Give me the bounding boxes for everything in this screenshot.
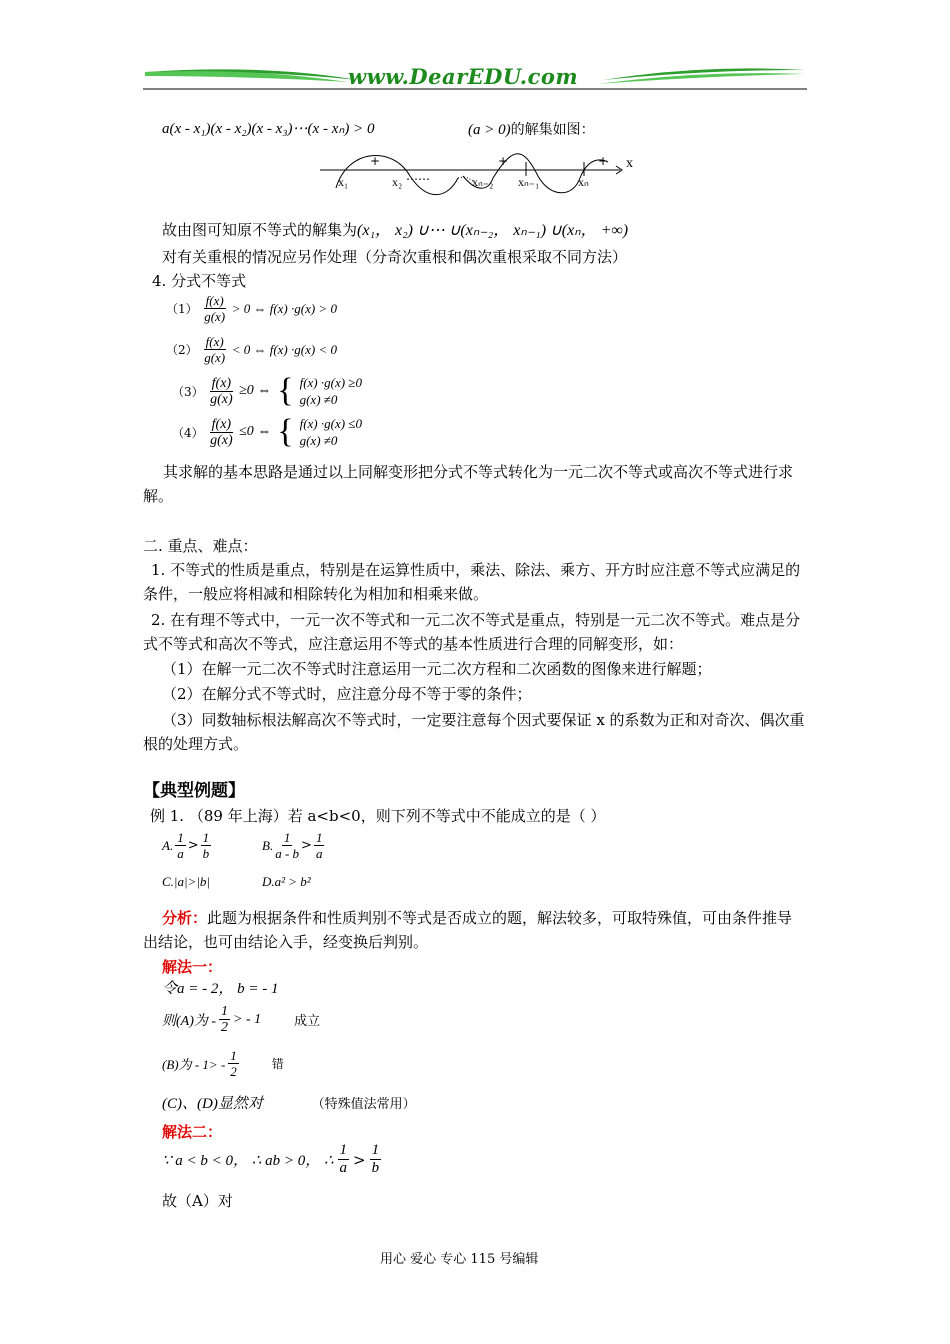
key-point-1: 1. 不等式的性质是重点，特别是在运算性质中，乘法、除法、乘方、开方时应注意不等式应满足的条件，一般应将相减和相除转化为相加和相乘来做。 (143, 561, 801, 603)
item-number: （2） (166, 343, 198, 357)
item-number: （1） (166, 302, 198, 316)
method-1-b-result: 错 (271, 1057, 284, 1071)
fraction-numerator: f(x) (205, 293, 224, 308)
fraction-denominator: g(x) (204, 350, 226, 365)
fraction: $\frac{1}{a}$ (339, 1142, 347, 1176)
fraction: $\frac{1}{a}$ (177, 830, 184, 861)
header-site: www.DearEDU.com (348, 64, 579, 89)
option-b: B. $\frac{1}{a - b}$ > $\frac{1}{a}$ (262, 830, 323, 861)
item-relation: < 0 ⇔ f(x) ·g(x) < 0 (231, 341, 337, 357)
fraction-item-2 (166, 334, 337, 365)
item-relation: > 0 ⇔ f(x) ·g(x) > 0 (231, 300, 337, 316)
fraction-item-3 (172, 374, 362, 408)
method-2-conclusion: 故（A）对 (162, 1192, 233, 1210)
example-1-question: 例 1. （89 年上海）若 a<b<0，则下列不等式中不能成立的是（ ） (150, 807, 606, 825)
root-label-1: x₁ (338, 175, 349, 189)
method-1-b-prefix: (B)为 - 1> - (162, 1057, 226, 1072)
axis-label-x: x (626, 156, 633, 171)
fraction-numerator: f(x) (211, 416, 232, 432)
method-1-label: 解法一： (162, 958, 223, 976)
fraction-denominator: g(x) (210, 432, 233, 448)
intro-condition-math: (a > 0) (468, 122, 511, 138)
fraction (204, 293, 226, 324)
key-point-sub-3: （3）同数轴标根法解高次不等式时，一定要注意每个因式要保证 x 的系数为正和对奇次、偶次重根的处理方式。 (143, 711, 805, 753)
intro-condition (468, 118, 595, 141)
system-line-2: g(x) ≠0 (299, 433, 338, 448)
key-point-sub-2: （2）在解分式不等式时，应注意分母不等于零的条件； (162, 685, 532, 703)
method-2-text: ∵ a < b < 0， ∴ ab > 0， ∴ (162, 1153, 334, 1169)
option-b-label: B. (262, 837, 274, 853)
root-label-n2: xₙ₋₂ (472, 175, 494, 189)
method-1-note: （特殊值法常用） (311, 1097, 416, 1112)
sign-chart-svg (318, 148, 638, 198)
fraction: $\frac{1}{b}$ (371, 1142, 380, 1176)
item-relation: ≥0 ⇔ (239, 383, 272, 398)
option-a-label: A. (162, 837, 174, 853)
multi-root-note: 对有关重根的情况应另作处理（分奇次重根和偶次重根采取不同方法） (162, 248, 628, 266)
analysis (143, 906, 805, 954)
fraction-denominator: g(x) (204, 309, 226, 324)
fraction-section-title: 4. 分式不等式 (152, 272, 247, 290)
examples-title: 【典型例题】 (143, 781, 245, 801)
item-relation: ≤0 ⇔ (239, 424, 272, 439)
method-2-line: ∵ a < b < 0， ∴ ab > 0， ∴ $\frac{1}{a}$ > $\frac{1}{b}$ (162, 1142, 380, 1176)
method-1-cd (162, 1092, 416, 1116)
key-points-title: 二. 重点、难点： (143, 537, 258, 555)
fraction-summary: 其求解的基本思路是通过以上同解变形把分式不等式转化为一元二次不等式或高次不等式进行求解。 (143, 463, 794, 505)
root-label-n1: xₙ₋₁ (518, 175, 540, 189)
footer: 用心 爱心 专心 115 号编辑 (380, 1252, 539, 1267)
intro-inequality: a(x - x₁)(x - x₂)(x - x₃)⋯(x - xₙ) > 0 (162, 121, 375, 137)
item-number: （4） (172, 425, 204, 440)
fraction (210, 376, 233, 407)
root-label-n: xₙ (578, 175, 589, 189)
sign-plus-2: + (498, 154, 509, 168)
system (300, 374, 362, 408)
system (300, 415, 362, 449)
option-c: C.|a|>|b| (162, 874, 210, 889)
fraction: $\frac{1}{b}$ (202, 830, 210, 861)
method-1-b (162, 1048, 284, 1079)
key-point-sub-1: （1）在解一元二次不等式时注意运用一元二次方程和二次函数的图像来进行解题； (162, 660, 712, 678)
fraction: $\frac{1}{a - b}$ (275, 830, 300, 861)
analysis-label: 分析： (162, 909, 208, 927)
fraction: $\frac{1}{2}$ (221, 1004, 229, 1035)
system-line-1: f(x) ·g(x) ≥0 (299, 375, 362, 390)
fraction-denominator: g(x) (210, 391, 233, 407)
brace-symbol: { (277, 413, 294, 450)
method-1-cd-text: (C)、(D)显然对 (162, 1096, 263, 1112)
root-label-dots: ⋯⋯ (406, 172, 430, 186)
brace-symbol: { (277, 372, 294, 409)
item-number: （3） (172, 384, 204, 399)
solution-line (162, 219, 628, 242)
fraction (210, 417, 233, 448)
fraction-numerator: f(x) (211, 375, 232, 391)
solution-set: (x₁， x₂) ∪⋯ ∪(xₙ₋₂， xₙ₋₁) ∪(xₙ， +∞) (357, 222, 629, 239)
method-2-label: 解法二： (162, 1123, 223, 1141)
key-point-2: 2. 在有理不等式中，一元一次不等式和一元二次不等式是重点，特别是一元二次不等式。难点是分式不等式和高次不等式，应注意运用不等式的基本性质进行合理的同解变形，如： (143, 611, 801, 653)
sign-plus-1: + (370, 154, 381, 168)
fraction (204, 334, 226, 365)
solution-prefix: 故由图可知原不等式的解集为 (162, 221, 358, 239)
intro-condition-text: 的解集如图： (510, 122, 595, 138)
option-d: D.a² > b² (262, 874, 311, 889)
fraction: $\frac{1}{a}$ (315, 830, 323, 861)
analysis-text: 此题为根据条件和性质判别不等式是否成立的题，解法较多，可取特殊值，可由条件推导出结论，也可由结论入手，经变换后判别。 (143, 909, 793, 951)
system-line-2: g(x) ≠0 (299, 392, 338, 407)
fraction-numerator: f(x) (205, 334, 224, 349)
method-1-a (162, 1004, 320, 1035)
method-1-a-suffix: > - 1 (233, 1011, 262, 1027)
fraction-item-4 (172, 415, 362, 449)
sign-chart-figure (318, 148, 638, 198)
fraction: $\frac{1}{2}$ (230, 1048, 237, 1079)
option-a: A. $\frac{1}{a}$ > $\frac{1}{b}$ (162, 830, 210, 861)
method-1-a-prefix: 则(A)为 - (162, 1013, 217, 1029)
method-1-let: 令a = - 2， b = - 1 (162, 981, 279, 997)
fraction-item-1 (166, 293, 337, 324)
sign-plus-3: + (598, 154, 609, 168)
method-1-a-result: 成立 (294, 1014, 321, 1029)
system-line-1: f(x) ·g(x) ≤0 (299, 416, 362, 431)
root-label-2: x₂ (392, 175, 403, 189)
header-banner (143, 62, 807, 94)
